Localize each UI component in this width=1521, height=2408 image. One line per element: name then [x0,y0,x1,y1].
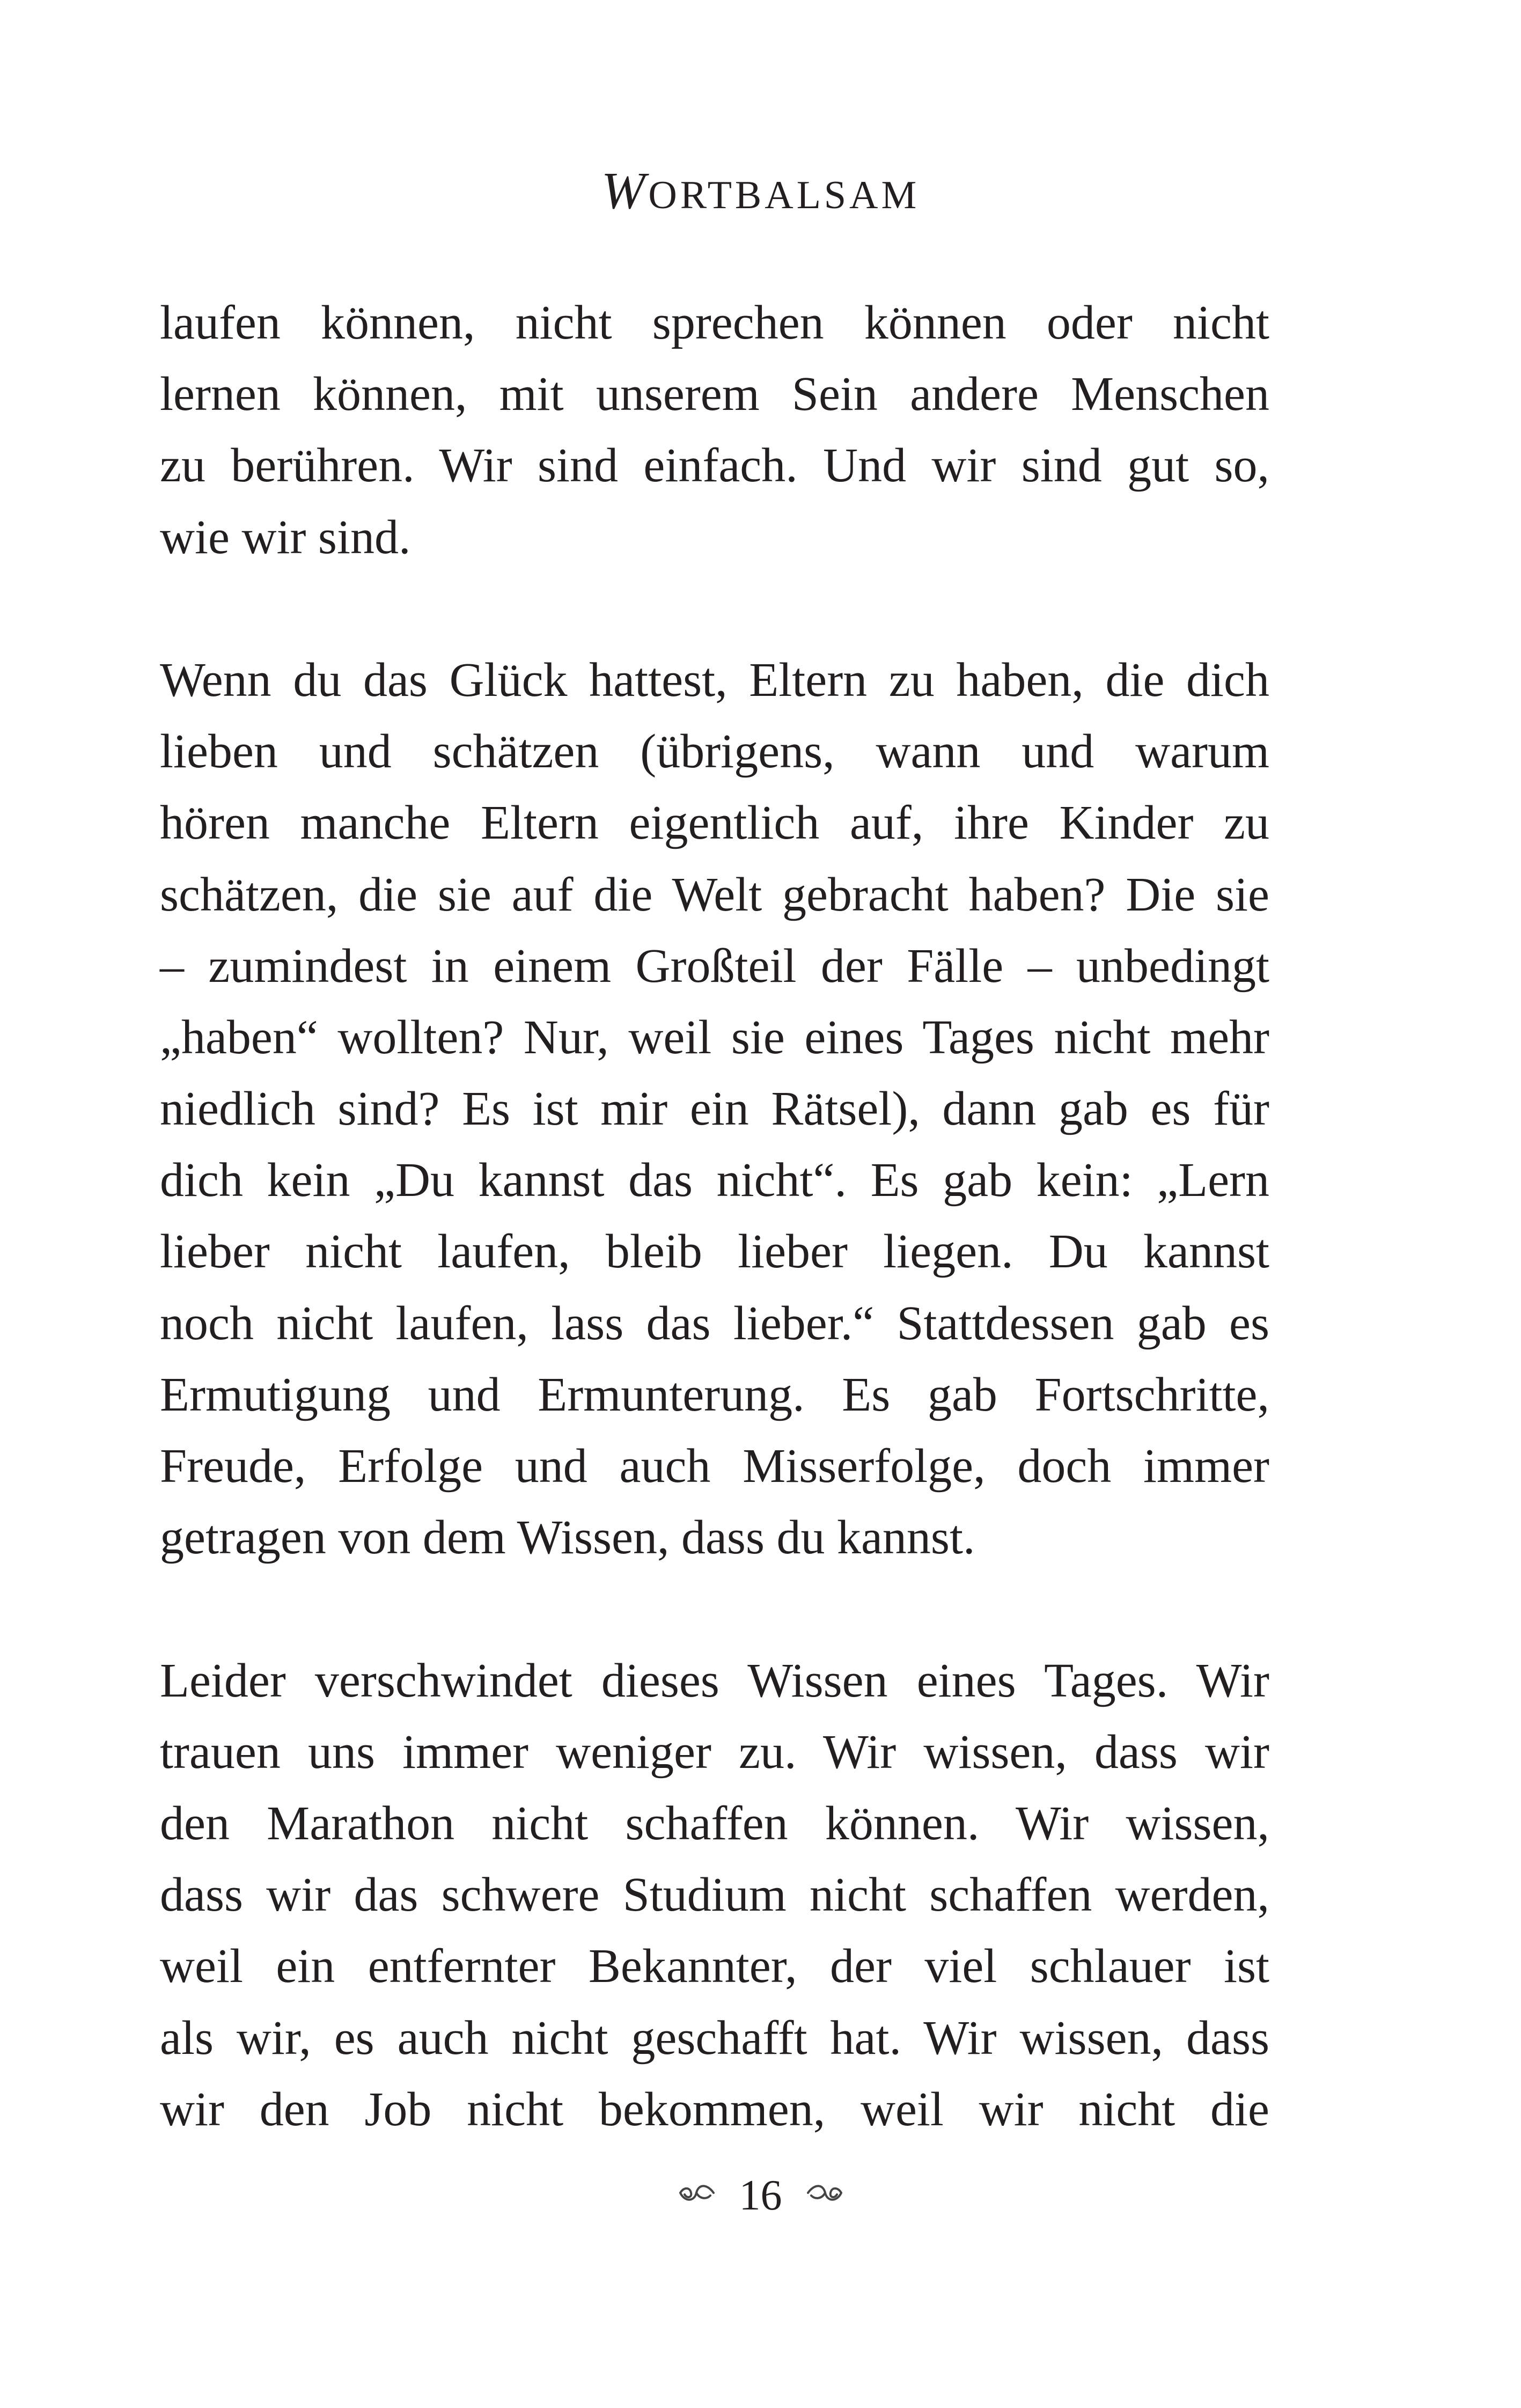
paragraph-2 [160,644,1269,1573]
paragraph-spacer [160,573,1269,644]
text-line: niedlich sind? Es ist mir ein Rätsel), dann gab es für [160,1082,1269,1136]
running-head-initial: W [601,162,649,220]
paragraph-1 [160,287,1269,573]
text-line: schätzen, die sie auf die Welt gebracht haben? Die sie [160,868,1269,921]
text-line: Ermutigung und Ermunterung. Es gab Fortschritte, [160,1368,1269,1421]
running-head [0,161,1521,221]
body-text [160,287,1269,2145]
text-line: – zumindest in einem Großteil der Fälle – unbedingt [160,939,1269,993]
text-line: „haben“ wollten? Nur, weil sie eines Tages nicht mehr [160,1010,1269,1064]
fleuron-right-icon [804,2177,847,2214]
text-line: dich kein „Du kannst das nicht“. Es gab kein: „Lern [160,1154,1269,1207]
page-number: 16 [739,2172,782,2220]
text-line: lieber nicht laufen, bleib lieber liegen. Du kannst [160,1225,1269,1279]
page-footer [0,2168,1521,2220]
running-head-rest: ORTBALSAM [648,173,920,217]
text-line: lernen können, mit unserem Sein andere Menschen [160,368,1269,421]
paragraph-3 [160,1645,1269,2145]
text-line: wie wir sind. [160,510,411,564]
text-line: wir den Job nicht bekommen, weil wir nicht die [160,2082,1269,2136]
text-line: laufen können, nicht sprechen können oder nicht [160,296,1269,349]
text-line: noch nicht laufen, lass das lieber.“ Stattdessen gab es [160,1296,1269,1350]
text-line: den Marathon nicht schaffen können. Wir wissen, [160,1796,1269,1850]
text-line: trauen uns immer weniger zu. Wir wissen, dass wir [160,1725,1269,1779]
text-line: hören manche Eltern eigentlich auf, ihre Kinder zu [160,796,1269,850]
text-line: Freude, Erfolge und auch Misserfolge, doch immer [160,1440,1269,1493]
text-line: dass wir das schwere Studium nicht schaffen werden, [160,1868,1269,1922]
text-line: als wir, es auch nicht geschafft hat. Wir wissen, dass [160,2011,1269,2065]
text-line: Wenn du das Glück hattest, Eltern zu haben, die dich [160,653,1269,707]
text-line: lieben und schätzen (übrigens, wann und warum [160,725,1269,779]
fleuron-left-icon [675,2177,718,2214]
text-line: weil ein entfernter Bekannter, der viel schlauer ist [160,1940,1269,1993]
text-line: getragen von dem Wissen, dass du kannst. [160,1511,975,1565]
paragraph-spacer [160,1573,1269,1645]
text-line: Leider verschwindet dieses Wissen eines Tages. Wir [160,1654,1269,1707]
text-line: zu berühren. Wir sind einfach. Und wir sind gut so, [160,439,1269,493]
